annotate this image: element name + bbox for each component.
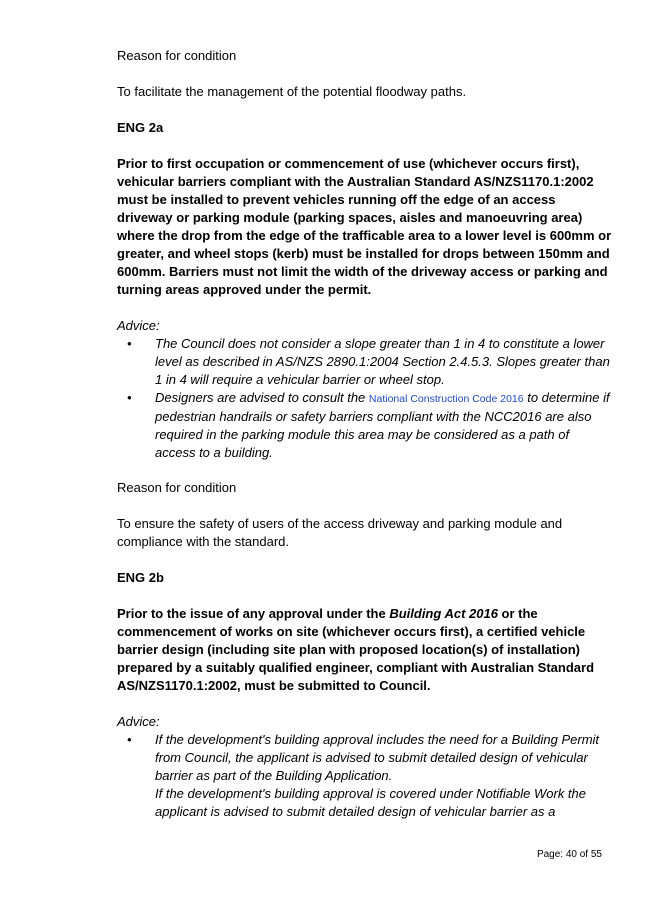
advice-list-eng-2b: [117, 731, 612, 821]
advice-item: [117, 335, 612, 389]
advice-item: [117, 731, 612, 821]
condition-body-eng-2a: Prior to first occupation or commencement of use (whichever occurs first), vehicular barriers compliant with the Australian Standard AS/NZS1170.1:2002 must be installed to prevent vehicles running off the edge of an access driveway or parking module (parking spaces, aisles and manoeuvring area) where the drop from the edge of the trafficable area to a lower level is 600mm or greater, and wheel stops (kerb) must be installed for drops between 150mm and 600mm. Barriers must not limit the width of the driveway access or parking and turning areas approved under the permit.: [117, 156, 612, 297]
advice-text-pre: Designers are advised to consult the: [155, 390, 369, 405]
advice-text-post: to determine if pedestrian handrails or safety barriers compliant with the NCC2016 are also required in the parking module this area may be considered as a path of access to a building.: [155, 390, 610, 460]
reason-text-2: To ensure the safety of users of the access driveway and parking module and compliance with the standard.: [117, 516, 563, 549]
page-number: Page: 40 of 55: [536, 849, 602, 860]
reason-heading-2: Reason for condition: [117, 480, 237, 495]
condition-body-eng-2b: [117, 605, 612, 695]
advice-text-continued: If the development's building approval is covered under Notifiable Work the applicant is advised to submit detailed design of vehicular barrier as a: [155, 786, 586, 819]
advice-item: [117, 389, 612, 462]
ncc-2016-link[interactable]: National Construction Code 2016: [368, 393, 524, 405]
condition-body-post: or the commencement of works on site (whichever occurs first), a certified vehicle barrier design (including site plan with proposed location(s) of installation) prepared by a suitably qualified engineer, compliant with Australian Standard AS/NZS1170.1:2002, must be submitted to Council.: [117, 606, 595, 693]
advice-text: The Council does not consider a slope greater than 1 in 4 to constitute a lower level as described in AS/NZS 2890.1:2004 Section 2.4.5.3. Slopes greater than 1 in 4 will require a vehicular barrier or wheel stop.: [155, 336, 610, 387]
advice-text: If the development's building approval includes the need for a Building Permit from Council, the applicant is advised to submit detailed design of vehicular barrier as part of the Building Application.: [155, 732, 600, 783]
advice-label-eng-2b: Advice:: [117, 714, 160, 729]
reason-heading-1: Reason for condition: [117, 48, 237, 63]
condition-title-eng-2a: ENG 2a: [117, 120, 164, 135]
condition-title-eng-2b: ENG 2b: [117, 570, 164, 585]
bullet-icon: •: [127, 390, 132, 405]
advice-label-eng-2a: Advice:: [117, 318, 160, 333]
advice-list-eng-2a: [117, 335, 612, 462]
bullet-icon: •: [127, 336, 132, 351]
bullet-icon: •: [127, 732, 132, 747]
condition-body-pre: Prior to the issue of any approval under the: [117, 606, 390, 621]
building-act-title: Building Act 2016: [389, 606, 498, 621]
reason-text-1: To facilitate the management of the potential floodway paths.: [117, 84, 467, 99]
